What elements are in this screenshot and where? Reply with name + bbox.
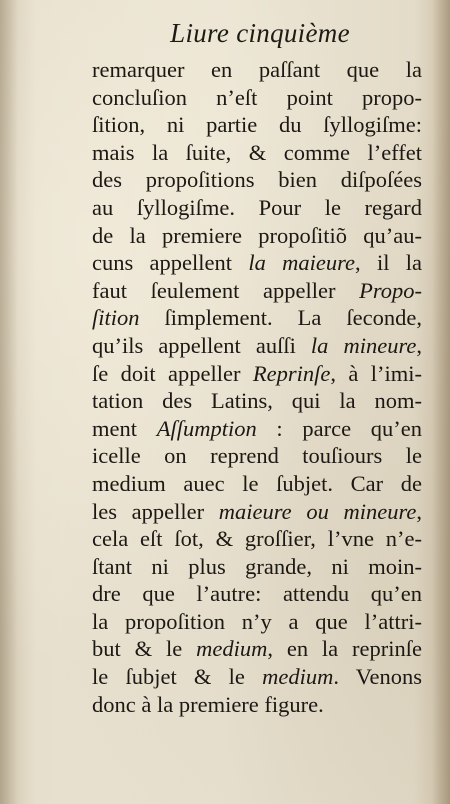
text-segment: faut ſeulement appeller bbox=[92, 277, 360, 303]
text-line bbox=[92, 387, 422, 415]
italic-text: medium bbox=[196, 636, 268, 662]
italic-text: maieure ou mineure bbox=[218, 498, 417, 524]
text-segment: cuns appellent bbox=[92, 250, 249, 276]
text-segment: remarquer en paſſant que la bbox=[92, 57, 422, 82]
text-segment: tation des Latins, qui la nom- bbox=[92, 388, 422, 414]
italic-text: ſition bbox=[92, 305, 140, 331]
text-segment: des propoſitions bien diſpoſées bbox=[92, 167, 422, 193]
text-segment: . Venons bbox=[333, 664, 423, 690]
text-segment: les appeller bbox=[92, 498, 219, 524]
text-line bbox=[92, 249, 422, 277]
text-line bbox=[92, 415, 422, 443]
text-segment: le ſubjet & le bbox=[92, 664, 263, 690]
italic-text: la mineure bbox=[310, 332, 417, 358]
text-segment: , à l’imi- bbox=[330, 360, 422, 386]
text-segment: , il la bbox=[355, 250, 422, 276]
italic-text: Reprinſe bbox=[252, 360, 331, 386]
page-right-edge bbox=[432, 0, 450, 804]
text-segment: , bbox=[416, 498, 422, 524]
text-segment: ment bbox=[92, 415, 157, 441]
text-line bbox=[92, 139, 422, 167]
text-line bbox=[92, 608, 422, 636]
page-left-edge bbox=[0, 0, 18, 804]
text-segment: donc à la premiere figure. bbox=[92, 691, 324, 717]
text-segment: au ſyllogiſme. Pour le regard bbox=[92, 194, 422, 220]
text-line bbox=[92, 84, 422, 112]
text-line bbox=[92, 525, 422, 553]
text-line bbox=[92, 691, 422, 719]
text-line bbox=[92, 442, 422, 470]
text-line bbox=[92, 111, 422, 139]
italic-text: la maieure bbox=[248, 250, 356, 276]
text-line bbox=[92, 304, 422, 332]
text-segment: concluſion n’eſt point propo- bbox=[92, 84, 422, 110]
text-segment: qu’ils appellent auſſi bbox=[92, 332, 311, 358]
text-segment: ſimplement. La ſeconde, bbox=[139, 305, 422, 331]
text-segment: de la premiere propoſitiõ qu’au- bbox=[92, 222, 422, 248]
text-segment: la propoſition n’y a que l’attri- bbox=[92, 608, 422, 634]
text-line bbox=[92, 498, 422, 526]
body-text bbox=[92, 56, 422, 718]
text-line bbox=[92, 663, 422, 691]
text-line bbox=[92, 277, 422, 305]
text-segment: ſition, ni partie du ſyllogiſme: bbox=[92, 112, 422, 138]
text-line bbox=[92, 580, 422, 608]
italic-text: Propo- bbox=[359, 277, 422, 303]
text-line bbox=[92, 360, 422, 388]
text-segment: : parce qu’en bbox=[256, 415, 422, 441]
italic-text: medium bbox=[262, 664, 334, 690]
text-line bbox=[92, 194, 422, 222]
text-line bbox=[92, 222, 422, 250]
text-segment: medium auec le ſubjet. Car de bbox=[92, 470, 422, 496]
text-line bbox=[92, 56, 422, 84]
text-line bbox=[92, 635, 422, 663]
text-segment: icelle on reprend touſiours le bbox=[92, 443, 422, 469]
text-segment: mais la ſuite, & comme l’effet bbox=[92, 139, 422, 165]
text-line bbox=[92, 470, 422, 498]
text-segment: dre que l’autre: attendu qu’en bbox=[92, 581, 422, 607]
text-segment: ſtant ni plus grande, ni moin- bbox=[92, 553, 422, 579]
text-line bbox=[92, 166, 422, 194]
italic-text: Aſſumption bbox=[156, 415, 257, 441]
text-segment: , bbox=[416, 332, 422, 358]
text-segment: , en la reprinſe bbox=[267, 636, 422, 662]
text-segment: but & le bbox=[92, 636, 197, 662]
text-line bbox=[92, 553, 422, 581]
text-segment: ſe doit appeller bbox=[92, 360, 253, 386]
text-segment: cela eſt ſot, & groſſier, l’vne n’e- bbox=[92, 526, 422, 552]
text-line bbox=[92, 332, 422, 360]
running-head: Liure cinquième bbox=[170, 18, 350, 48]
